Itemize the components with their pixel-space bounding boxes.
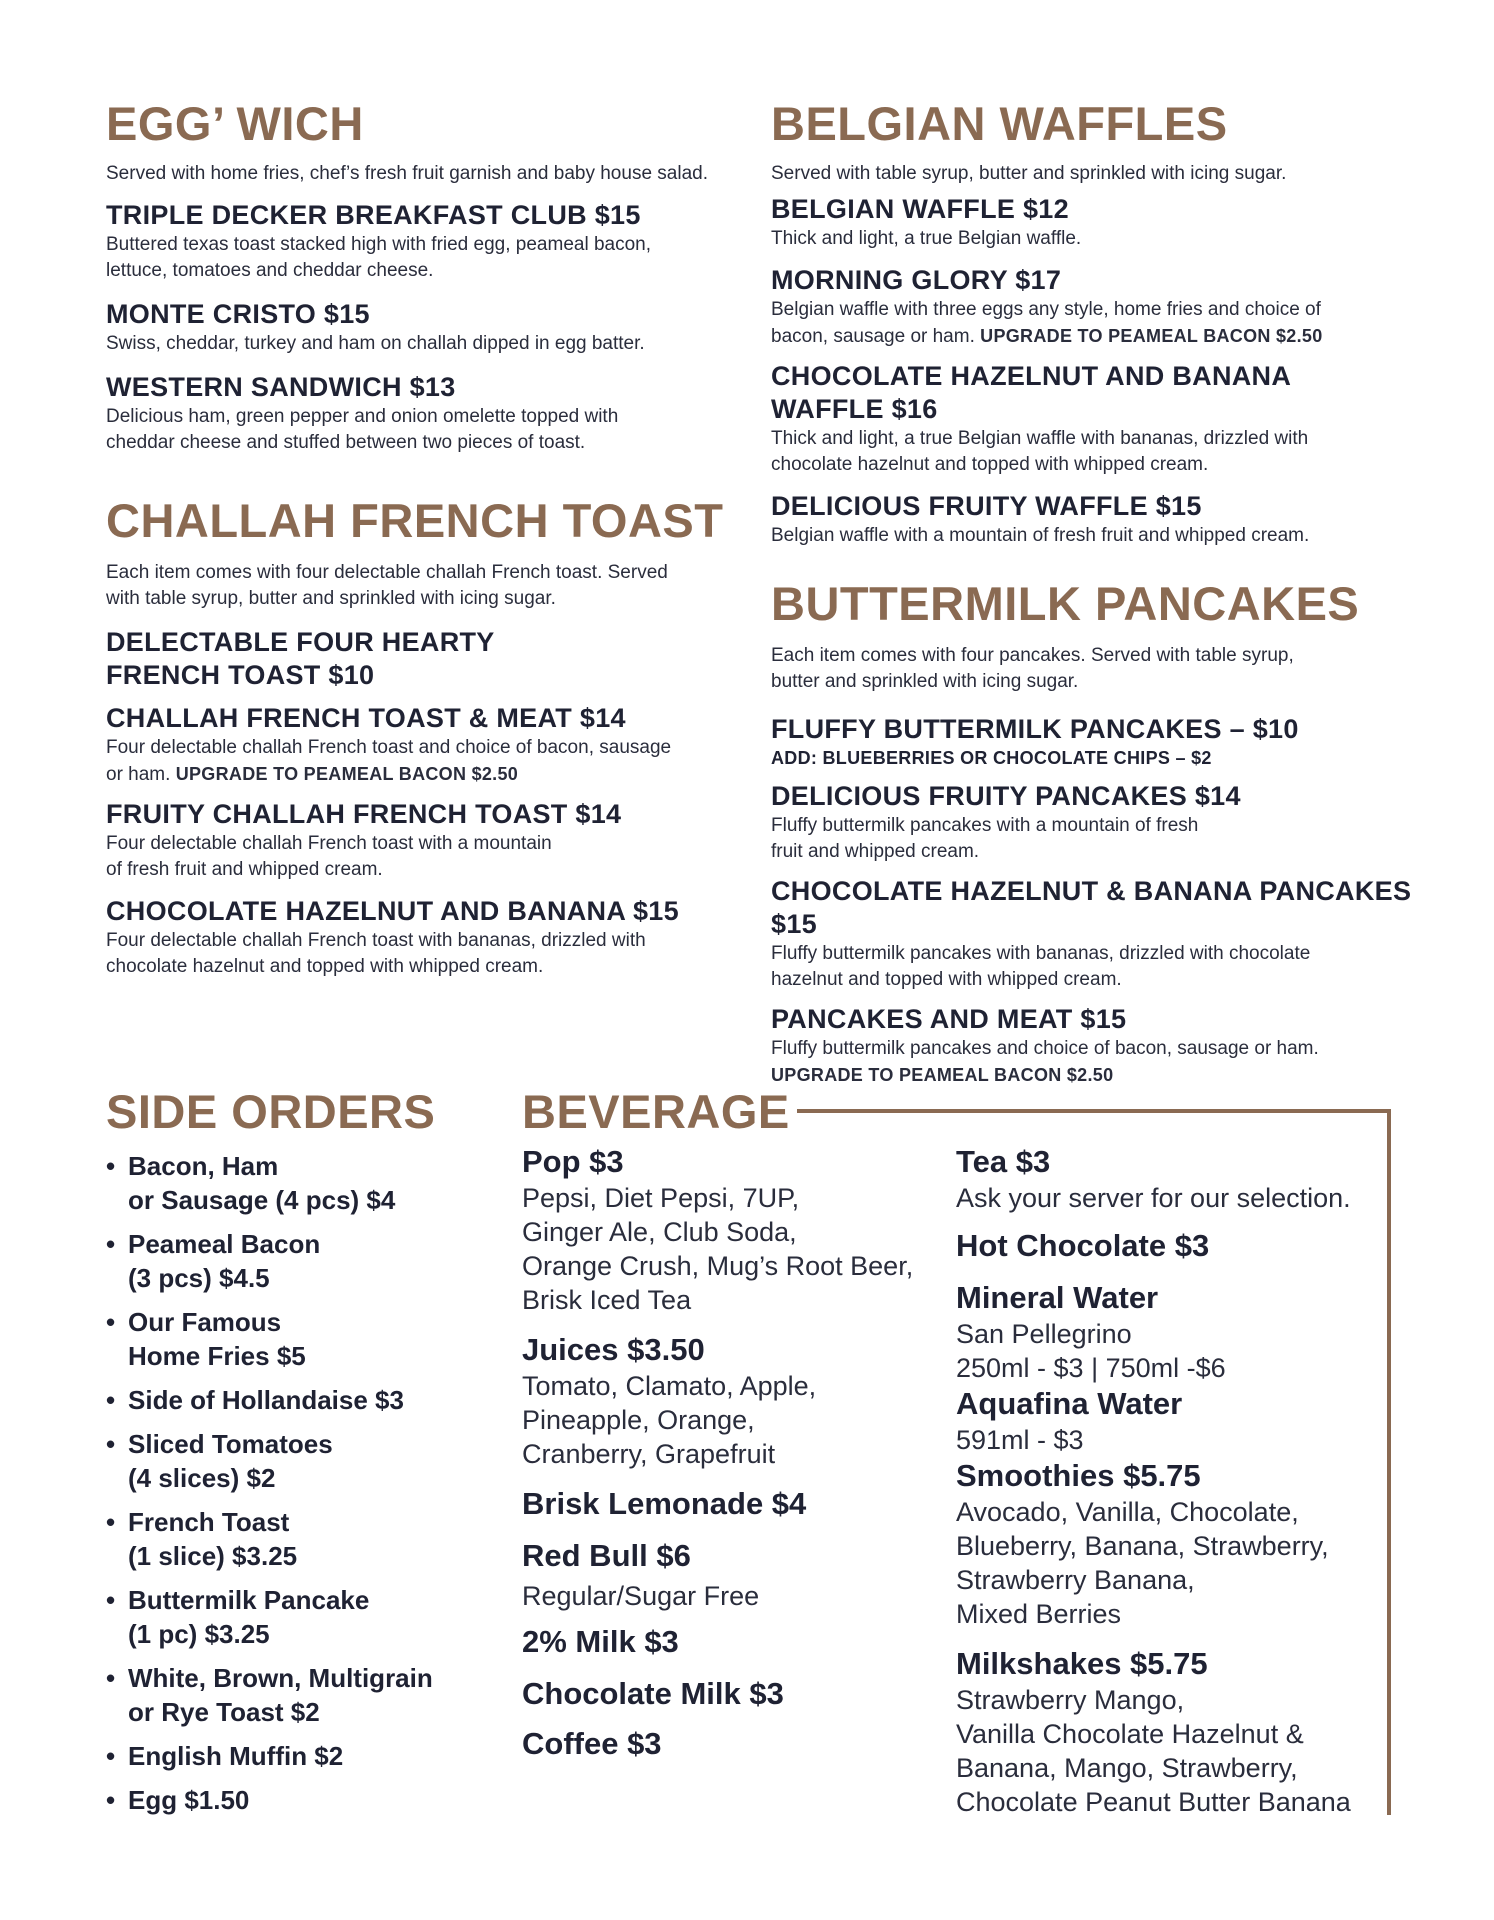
bev-desc: San Pellegrino <box>956 1319 1132 1349</box>
item-title: FLUFFY BUTTERMILK PANCAKES – $10 <box>771 714 1299 744</box>
item-title: FRENCH TOAST $10 <box>106 660 375 690</box>
upgrade-note: UPGRADE TO PEAMEAL BACON $2.50 <box>771 1065 1114 1085</box>
bev-desc: Banana, Mango, Strawberry, <box>956 1753 1298 1783</box>
item-title: CHOCOLATE HAZELNUT & BANANA PANCAKES $15 <box>771 876 1412 939</box>
item-title: CHOCOLATE HAZELNUT AND BANANA <box>771 361 1292 391</box>
waffles-heading: BELGIAN WAFFLES <box>771 97 1228 150</box>
item-desc: Delicious ham, green pepper and onion omelette topped with <box>106 406 619 427</box>
side-item-line: or Rye Toast $2 <box>128 1697 320 1727</box>
side-item-line: (4 slices) $2 <box>128 1463 276 1493</box>
pancakes-heading: BUTTERMILK PANCAKES <box>771 577 1360 630</box>
waffles-section <box>771 97 1411 549</box>
bev-desc: Blueberry, Banana, Strawberry, <box>956 1531 1329 1561</box>
menu-item <box>106 298 746 357</box>
waffles-intro: Served with table syrup, butter and sprinkled with icing sugar. <box>771 163 1287 184</box>
bullet-icon: • <box>106 1151 116 1181</box>
beverage-heading: BEVERAGE <box>522 1085 790 1138</box>
bev-desc: Chocolate Peanut Butter Banana <box>956 1787 1351 1817</box>
item-desc: Four delectable challah French toast and choice of bacon, sausage <box>106 737 672 758</box>
bev-title: Chocolate Milk $3 <box>522 1676 784 1711</box>
bev-desc: Strawberry Banana, <box>956 1565 1195 1595</box>
item-desc-text: or ham. <box>106 764 171 785</box>
bullet-icon: • <box>106 1741 116 1771</box>
side-orders-list <box>106 1149 506 1817</box>
beverage-left-column <box>522 1143 942 1763</box>
side-orders-heading: SIDE ORDERS <box>106 1085 436 1138</box>
menu-item <box>106 798 746 883</box>
bev-desc: Ask your server for our selection. <box>956 1183 1351 1213</box>
list-item <box>106 1227 506 1295</box>
item-desc: Belgian waffle with a mountain of fresh fruit and whipped cream. <box>771 525 1310 546</box>
item-desc: of fresh fruit and whipped cream. <box>106 859 383 880</box>
beverage-right-column <box>956 1143 1376 1819</box>
menu-item <box>771 490 1411 549</box>
side-item-line: Buttermilk Pancake <box>128 1585 370 1615</box>
bev-desc: Cranberry, Grapefruit <box>522 1439 776 1469</box>
side-item-line: or Sausage (4 pcs) $4 <box>128 1185 396 1215</box>
bev-title: Brisk Lemonade $4 <box>522 1486 807 1521</box>
pancakes-intro: butter and sprinkled with icing sugar. <box>771 671 1079 692</box>
item-title: DELICIOUS FRUITY PANCAKES $14 <box>771 781 1241 811</box>
bev-desc: Strawberry Mango, <box>956 1685 1185 1715</box>
side-orders-section <box>106 1085 506 1817</box>
bullet-icon: • <box>106 1585 116 1615</box>
bev-title: Pop $3 <box>522 1144 624 1179</box>
menu-item <box>771 1003 1451 1088</box>
side-item-line: Sliced Tomatoes <box>128 1429 333 1459</box>
menu-item <box>106 199 746 284</box>
item-desc: fruit and whipped cream. <box>771 841 980 862</box>
menu-item <box>771 264 1411 350</box>
item-title: TRIPLE DECKER BREAKFAST CLUB $15 <box>106 200 641 230</box>
add-on-note: ADD: BLUEBERRIES OR CHOCOLATE CHIPS – $2 <box>771 748 1212 768</box>
menu-item <box>771 780 1451 865</box>
side-item-line: Our Famous <box>128 1307 282 1337</box>
eggwich-heading: EGG’ WICH <box>106 97 364 150</box>
list-item <box>106 1661 506 1729</box>
bev-desc: 591ml - $3 <box>956 1425 1084 1455</box>
item-title: BELGIAN WAFFLE $12 <box>771 194 1069 224</box>
bev-title: Tea $3 <box>956 1144 1051 1179</box>
item-title: WESTERN SANDWICH $13 <box>106 372 456 402</box>
item-desc: Thick and light, a true Belgian waffle with bananas, drizzled with <box>771 428 1309 449</box>
beverage-frame-top-line <box>797 1109 1391 1113</box>
list-item <box>106 1305 506 1373</box>
bev-desc: Brisk Iced Tea <box>522 1285 692 1315</box>
bullet-icon: • <box>106 1307 116 1337</box>
item-title: DELECTABLE FOUR HEARTY <box>106 627 495 657</box>
bev-title: Mineral Water <box>956 1280 1159 1315</box>
item-title: DELICIOUS FRUITY WAFFLE $15 <box>771 491 1202 521</box>
upgrade-note: UPGRADE TO PEAMEAL BACON $2.50 <box>980 326 1323 346</box>
challah-section <box>106 494 746 980</box>
bev-desc: Tomato, Clamato, Apple, <box>522 1371 817 1401</box>
menu-item <box>106 371 746 456</box>
bev-desc: 250ml - $3 | 750ml -$6 <box>956 1353 1226 1383</box>
list-item <box>106 1505 506 1573</box>
side-item-line: Egg $1.50 <box>128 1785 250 1815</box>
item-title: FRUITY CHALLAH FRENCH TOAST $14 <box>106 799 622 829</box>
challah-heading: CHALLAH FRENCH TOAST <box>106 494 724 547</box>
item-desc <box>771 323 1411 350</box>
list-item <box>106 1783 506 1817</box>
bev-title: Aquafina Water <box>956 1386 1183 1421</box>
bullet-icon: • <box>106 1385 116 1415</box>
item-title: MONTE CRISTO $15 <box>106 299 370 329</box>
side-item-line: (3 pcs) $4.5 <box>128 1263 270 1293</box>
side-item-line: (1 slice) $3.25 <box>128 1541 298 1571</box>
bev-desc: Ginger Ale, Club Soda, <box>522 1217 797 1247</box>
bev-desc: Vanilla Chocolate Hazelnut & <box>956 1719 1304 1749</box>
item-desc: Swiss, cheddar, turkey and ham on challah dipped in egg batter. <box>106 333 645 354</box>
bullet-icon: • <box>106 1429 116 1459</box>
item-title: WAFFLE $16 <box>771 394 938 424</box>
bev-title: Milkshakes $5.75 <box>956 1646 1208 1681</box>
list-item <box>106 1427 506 1495</box>
menu-item <box>106 626 746 692</box>
upgrade-note: UPGRADE TO PEAMEAL BACON $2.50 <box>175 764 519 784</box>
list-item <box>106 1739 506 1773</box>
item-desc: cheddar cheese and stuffed between two pieces of toast. <box>106 432 586 453</box>
bev-desc: Avocado, Vanilla, Chocolate, <box>956 1497 1299 1527</box>
item-desc: hazelnut and topped with whipped cream. <box>771 969 1122 990</box>
eggwich-intro: Served with home fries, chef’s fresh fruit garnish and baby house salad. <box>106 163 708 184</box>
bev-title: Juices $3.50 <box>522 1332 705 1367</box>
item-desc: chocolate hazelnut and topped with whipped cream. <box>106 956 544 977</box>
item-title: PANCAKES AND MEAT $15 <box>771 1004 1127 1034</box>
item-desc: Fluffy buttermilk pancakes with a mountain of fresh <box>771 815 1199 836</box>
item-desc: Four delectable challah French toast with a mountain <box>106 833 552 854</box>
bullet-icon: • <box>106 1229 116 1259</box>
item-desc: lettuce, tomatoes and cheddar cheese. <box>106 260 434 281</box>
item-desc: Belgian waffle with three eggs any style, home fries and choice of <box>771 299 1321 320</box>
item-desc <box>106 761 746 788</box>
item-desc: Fluffy buttermilk pancakes and choice of bacon, sausage or ham. <box>771 1038 1319 1059</box>
bev-desc: Mixed Berries <box>956 1599 1122 1629</box>
list-item <box>106 1149 506 1217</box>
item-desc-text: bacon, sausage or ham. <box>771 326 975 347</box>
bev-desc: Pineapple, Orange, <box>522 1405 755 1435</box>
challah-intro: with table syrup, butter and sprinkled with icing sugar. <box>106 588 556 609</box>
menu-item <box>106 895 746 980</box>
item-desc: Four delectable challah French toast with bananas, drizzled with <box>106 930 646 951</box>
list-item <box>106 1383 506 1417</box>
side-item-line: French Toast <box>128 1507 290 1537</box>
menu-item <box>771 193 1411 252</box>
bullet-icon: • <box>106 1785 116 1815</box>
bullet-icon: • <box>106 1507 116 1537</box>
bev-desc: Regular/Sugar Free <box>522 1581 760 1611</box>
list-item <box>106 1583 506 1651</box>
item-title: MORNING GLORY $17 <box>771 265 1062 295</box>
beverage-frame-right-line <box>1387 1109 1391 1815</box>
item-title: CHOCOLATE HAZELNUT AND BANANA $15 <box>106 896 679 926</box>
bev-title: Red Bull $6 <box>522 1538 691 1573</box>
side-item-line: (1 pc) $3.25 <box>128 1619 270 1649</box>
menu-item <box>771 360 1411 478</box>
bev-desc: Orange Crush, Mug’s Root Beer, <box>522 1251 914 1281</box>
bev-title: Smoothies $5.75 <box>956 1458 1201 1493</box>
pancakes-section <box>771 577 1451 1088</box>
item-title: CHALLAH FRENCH TOAST & MEAT $14 <box>106 703 626 733</box>
bev-title: 2% Milk $3 <box>522 1624 679 1659</box>
beverage-heading-wrap <box>522 1085 790 1138</box>
menu-item <box>771 875 1451 993</box>
item-desc: Buttered texas toast stacked high with fried egg, peameal bacon, <box>106 234 651 255</box>
eggwich-section <box>106 97 746 456</box>
bev-title: Coffee $3 <box>522 1726 662 1761</box>
pancakes-intro: Each item comes with four pancakes. Served with table syrup, <box>771 645 1294 666</box>
bev-desc: Pepsi, Diet Pepsi, 7UP, <box>522 1183 800 1213</box>
side-item-line: Bacon, Ham <box>128 1151 279 1181</box>
item-desc: Thick and light, a true Belgian waffle. <box>771 228 1082 249</box>
bullet-icon: • <box>106 1663 116 1693</box>
side-item-line: English Muffin $2 <box>128 1741 344 1771</box>
item-desc: Fluffy buttermilk pancakes with bananas, drizzled with chocolate <box>771 943 1311 964</box>
side-item-line: Home Fries $5 <box>128 1341 306 1371</box>
challah-intro: Each item comes with four delectable challah French toast. Served <box>106 562 668 583</box>
menu-item <box>106 702 746 788</box>
side-item-line: Peameal Bacon <box>128 1229 321 1259</box>
side-item-line: White, Brown, Multigrain <box>128 1663 433 1693</box>
bev-title: Hot Chocolate $3 <box>956 1228 1210 1263</box>
item-desc: chocolate hazelnut and topped with whipped cream. <box>771 454 1209 475</box>
side-item-line: Side of Hollandaise $3 <box>128 1385 404 1415</box>
menu-item <box>771 713 1451 770</box>
